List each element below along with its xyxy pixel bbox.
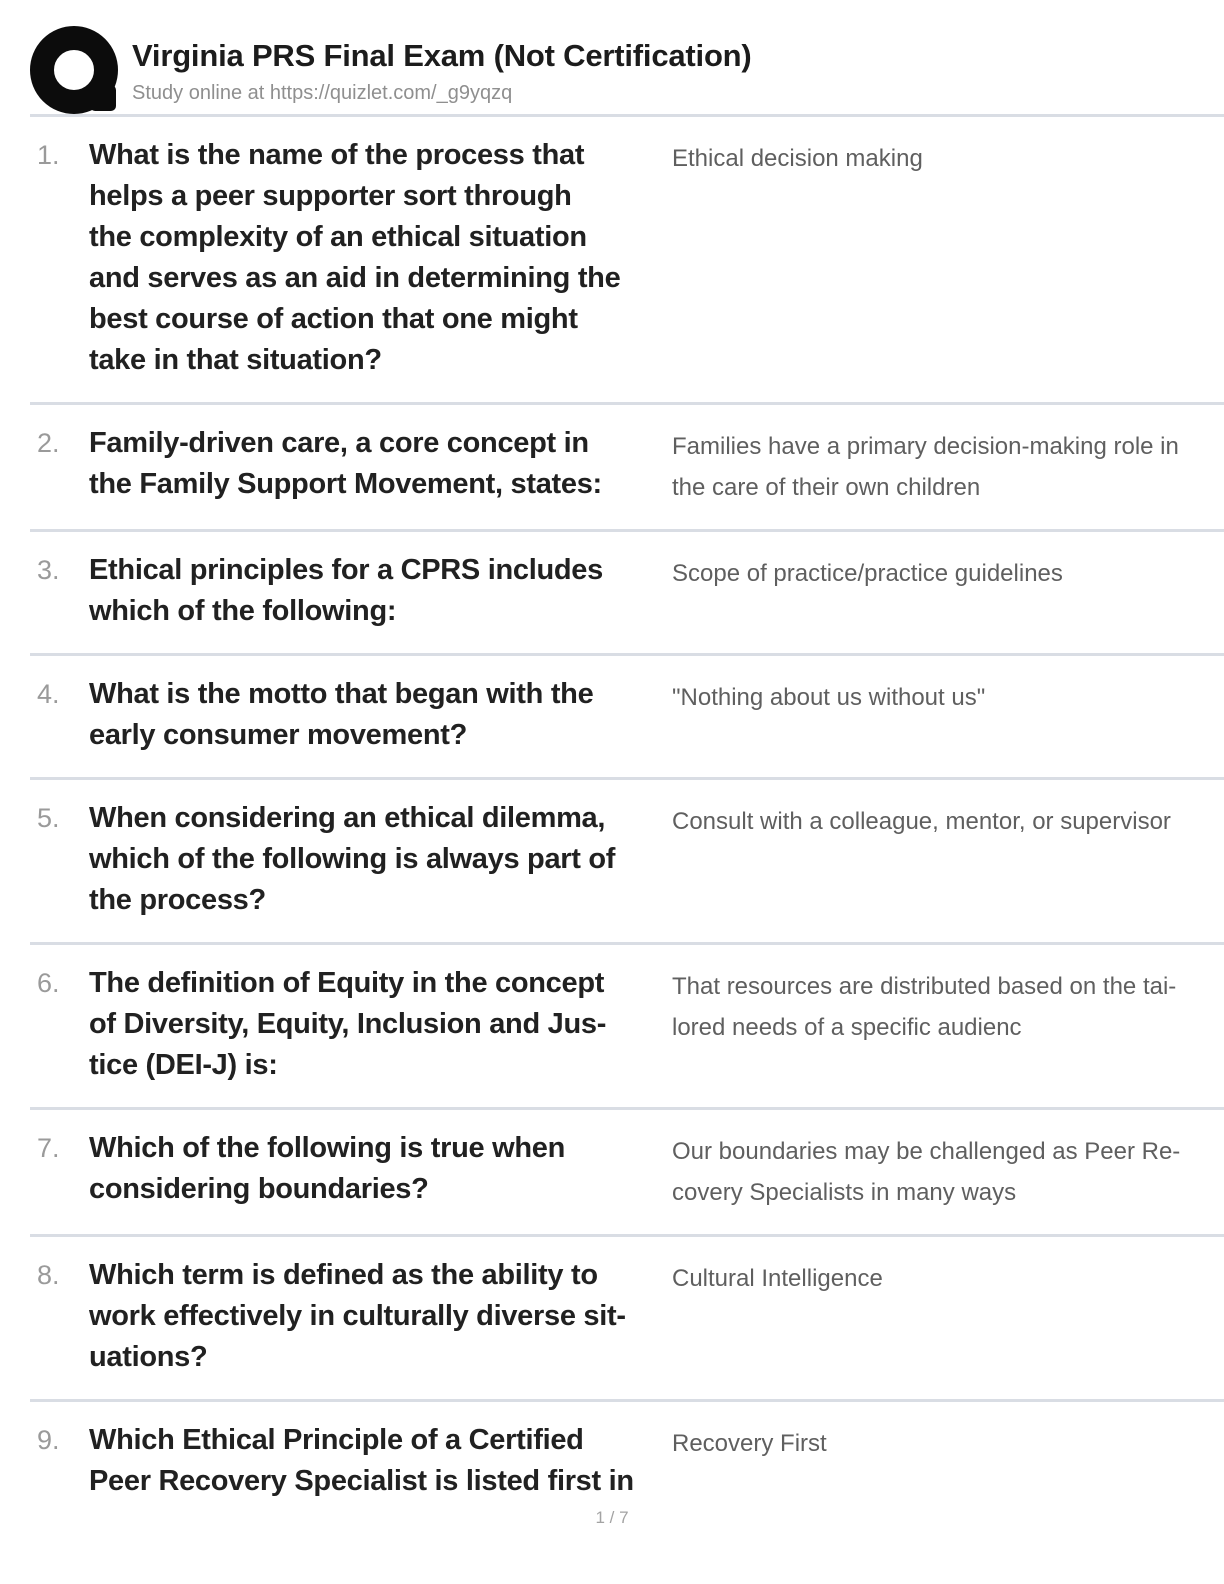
question-line: best course of action that one might	[89, 303, 578, 335]
qa-row-4	[30, 656, 1224, 780]
quizlet-q-logo-icon	[30, 26, 118, 114]
question-text	[89, 963, 672, 1086]
question-line: Which term is defined as the ability to	[89, 1259, 598, 1291]
answer-text	[672, 135, 1224, 381]
answer-text	[672, 798, 1224, 921]
answer-line: Consult with a colleague, mentor, or supervisor	[672, 808, 1171, 835]
question-line: which of the following:	[89, 595, 397, 627]
question-text	[89, 1128, 672, 1213]
question-line: What is the motto that began with the	[89, 678, 594, 710]
question-line: What is the name of the process that	[89, 139, 585, 171]
answer-line: covery Specialists in many ways	[672, 1179, 1017, 1206]
answer-line: Recovery First	[672, 1430, 827, 1457]
question-line: helps a peer supporter sort through	[89, 180, 572, 212]
question-line: When considering an ethical dilemma,	[89, 802, 606, 834]
qa-row-7	[30, 1110, 1224, 1237]
question-line: of Diversity, Equity, Inclusion and Jus-	[89, 1008, 607, 1040]
question-line: considering boundaries?	[89, 1173, 429, 1205]
question-line: the process?	[89, 884, 266, 916]
question-text	[89, 1420, 672, 1502]
question-number: 3.	[37, 555, 60, 585]
question-line: Ethical principles for a CPRS includes	[89, 554, 603, 586]
answer-text	[672, 1420, 1224, 1502]
question-number: 5.	[37, 803, 60, 833]
question-line: Which Ethical Principle of a Certified	[89, 1424, 584, 1456]
question-line: which of the following is always part of	[89, 843, 616, 875]
qa-row-6	[30, 945, 1224, 1110]
answer-line: Cultural Intelligence	[672, 1265, 883, 1292]
answer-line: Scope of practice/practice guidelines	[672, 560, 1063, 587]
question-number: 8.	[37, 1260, 60, 1290]
answer-text	[672, 963, 1224, 1086]
question-text	[89, 423, 672, 508]
answer-text	[672, 1255, 1224, 1378]
question-number: 4.	[37, 679, 60, 709]
question-text	[89, 550, 672, 632]
question-line: Which of the following is true when	[89, 1132, 566, 1164]
study-online-url: Study online at https://quizlet.com/_g9yqzq	[132, 81, 513, 104]
page-title: Virginia PRS Final Exam (Not Certification)	[132, 37, 752, 73]
question-number: 1.	[37, 140, 60, 170]
page-header	[0, 0, 1224, 114]
header-text	[132, 36, 752, 105]
qa-row-5	[30, 780, 1224, 945]
question-line: the Family Support Movement, states:	[89, 468, 602, 500]
question-line: Peer Recovery Specialist is listed first in	[89, 1465, 634, 1497]
answer-text	[672, 674, 1224, 756]
qa-row-2	[30, 405, 1224, 532]
answer-line: the care of their own children	[672, 474, 981, 501]
question-number: 2.	[37, 428, 60, 458]
answer-line: Families have a primary decision-making role in	[672, 433, 1179, 460]
question-line: work effectively in culturally diverse sit-	[89, 1300, 626, 1332]
logo-tail	[90, 85, 116, 111]
answer-line: Ethical decision making	[672, 145, 923, 172]
answer-text	[672, 550, 1224, 632]
answer-line: Our boundaries may be challenged as Peer Re-	[672, 1138, 1181, 1165]
question-line: tice (DEI-J) is:	[89, 1049, 278, 1081]
qa-row-1	[30, 117, 1224, 405]
qa-list	[0, 117, 1224, 1523]
answer-line: That resources are distributed based on the tai-	[672, 973, 1177, 1000]
question-number: 7.	[37, 1133, 60, 1163]
question-line: The definition of Equity in the concept	[89, 967, 605, 999]
question-text	[89, 674, 672, 756]
answer-text	[672, 1128, 1224, 1213]
qa-row-8	[30, 1237, 1224, 1402]
question-text	[89, 798, 672, 921]
answer-line: lored needs of a specific audienc	[672, 1014, 1022, 1041]
question-number: 6.	[37, 968, 60, 998]
question-text	[89, 1255, 672, 1378]
answer-text	[672, 423, 1224, 508]
question-line: and serves as an aid in determining the	[89, 262, 621, 294]
question-line: uations?	[89, 1341, 208, 1373]
qa-row-9	[30, 1402, 1224, 1523]
question-line: the complexity of an ethical situation	[89, 221, 587, 253]
question-line: take in that situation?	[89, 344, 382, 376]
question-line: early consumer movement?	[89, 719, 467, 751]
question-number: 9.	[37, 1425, 60, 1455]
qa-row-3	[30, 532, 1224, 656]
page-number-indicator: 1 / 7	[595, 1508, 629, 1527]
question-text	[89, 135, 672, 381]
answer-line: "Nothing about us without us"	[672, 684, 986, 711]
question-line: Family-driven care, a core concept in	[89, 427, 589, 459]
